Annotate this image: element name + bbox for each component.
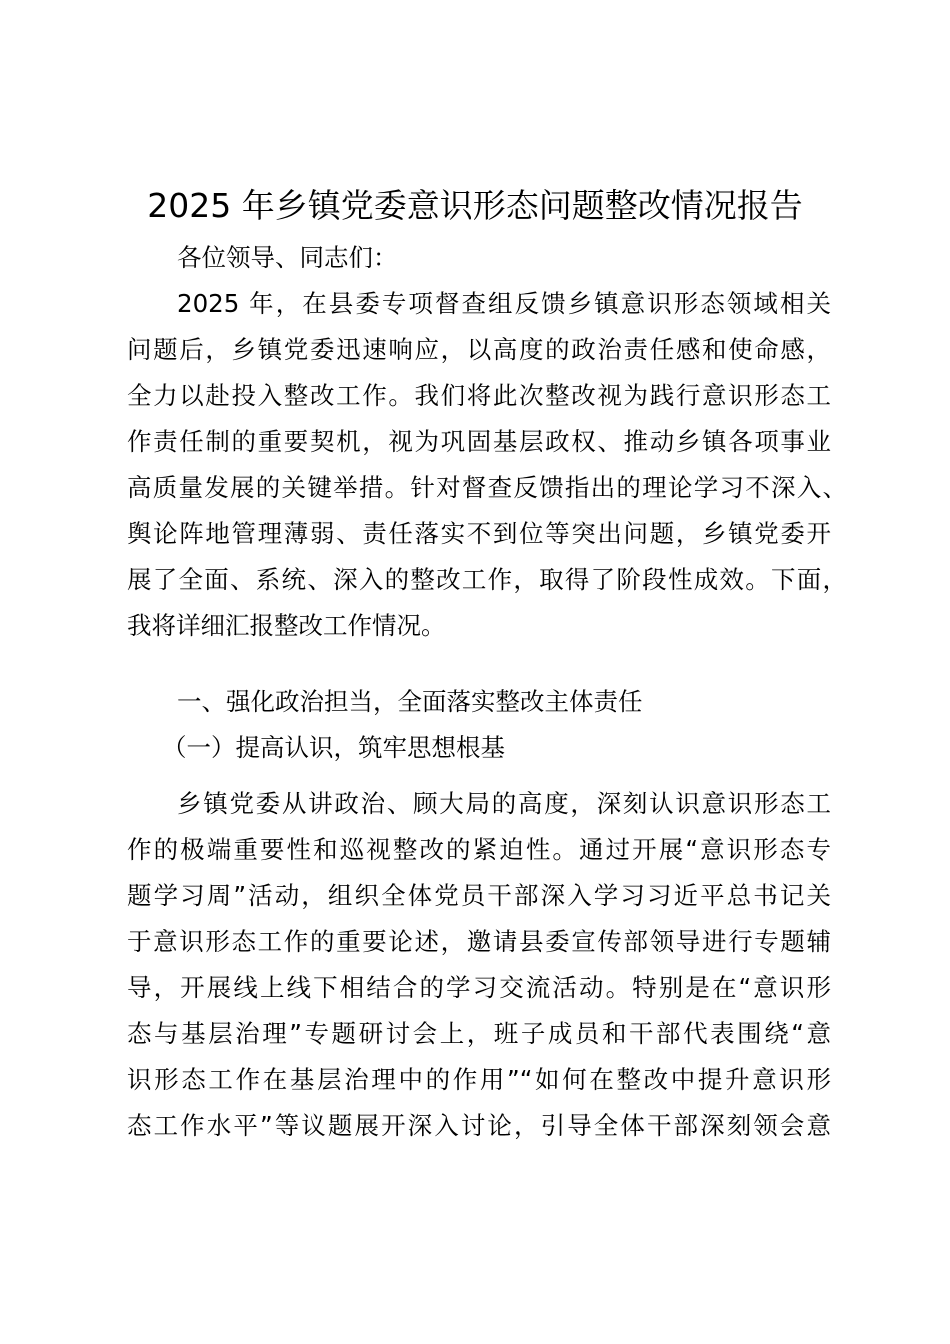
paragraph-line: 2025 年，在县委专项督查组反馈乡镇意识形态领域相关 <box>177 289 831 318</box>
section-heading: 一、强化政治担当，全面落实整改主体责任 <box>177 687 643 716</box>
paragraph-line: 问题后，乡镇党委迅速响应，以高度的政治责任感和使命感， <box>127 335 831 364</box>
paragraph-line: 导，开展线上线下相结合的学习交流活动。特别是在“意识形 <box>127 973 831 1002</box>
paragraph-line: 我将详细汇报整改工作情况。 <box>127 611 446 640</box>
paragraph-line: 态工作水平”等议题展开深入讨论，引导全体干部深刻领会意 <box>127 1111 831 1140</box>
paragraph-line: 全力以赴投入整改工作。我们将此次整改视为践行意识形态工 <box>127 381 831 410</box>
paragraph-line: 识形态工作在基层治理中的作用”“如何在整改中提升意识形 <box>127 1065 831 1094</box>
paragraph-line: 展了全面、系统、深入的整改工作，取得了阶段性成效。下面， <box>127 565 847 594</box>
paragraph-line: 于意识形态工作的重要论述，邀请县委宣传部领导进行专题辅 <box>127 927 831 956</box>
paragraph-line: 舆论阵地管理薄弱、责任落实不到位等突出问题，乡镇党委开 <box>127 519 831 548</box>
paragraph-line: 作的极端重要性和巡视整改的紧迫性。通过开展“意识形态专 <box>127 835 831 864</box>
paragraph-line: 题学习周”活动，组织全体党员干部深入学习习近平总书记关 <box>127 881 831 910</box>
paragraph-line: 作责任制的重要契机，视为巩固基层政权、推动乡镇各项事业 <box>127 427 831 456</box>
salutation: 各位领导、同志们： <box>177 243 398 272</box>
paragraph-line: 态与基层治理”专题研讨会上，班子成员和干部代表围绕“意 <box>127 1019 831 1048</box>
paragraph-line: 乡镇党委从讲政治、顾大局的高度，深刻认识意识形态工 <box>177 789 831 818</box>
subsection-heading: （一）提高认识，筑牢思想根基 <box>162 733 505 762</box>
document-title: 2025 年乡镇党委意识形态问题整改情况报告 <box>147 186 803 225</box>
paragraph-line: 高质量发展的关键举措。针对督查反馈指出的理论学习不深入、 <box>127 473 847 502</box>
